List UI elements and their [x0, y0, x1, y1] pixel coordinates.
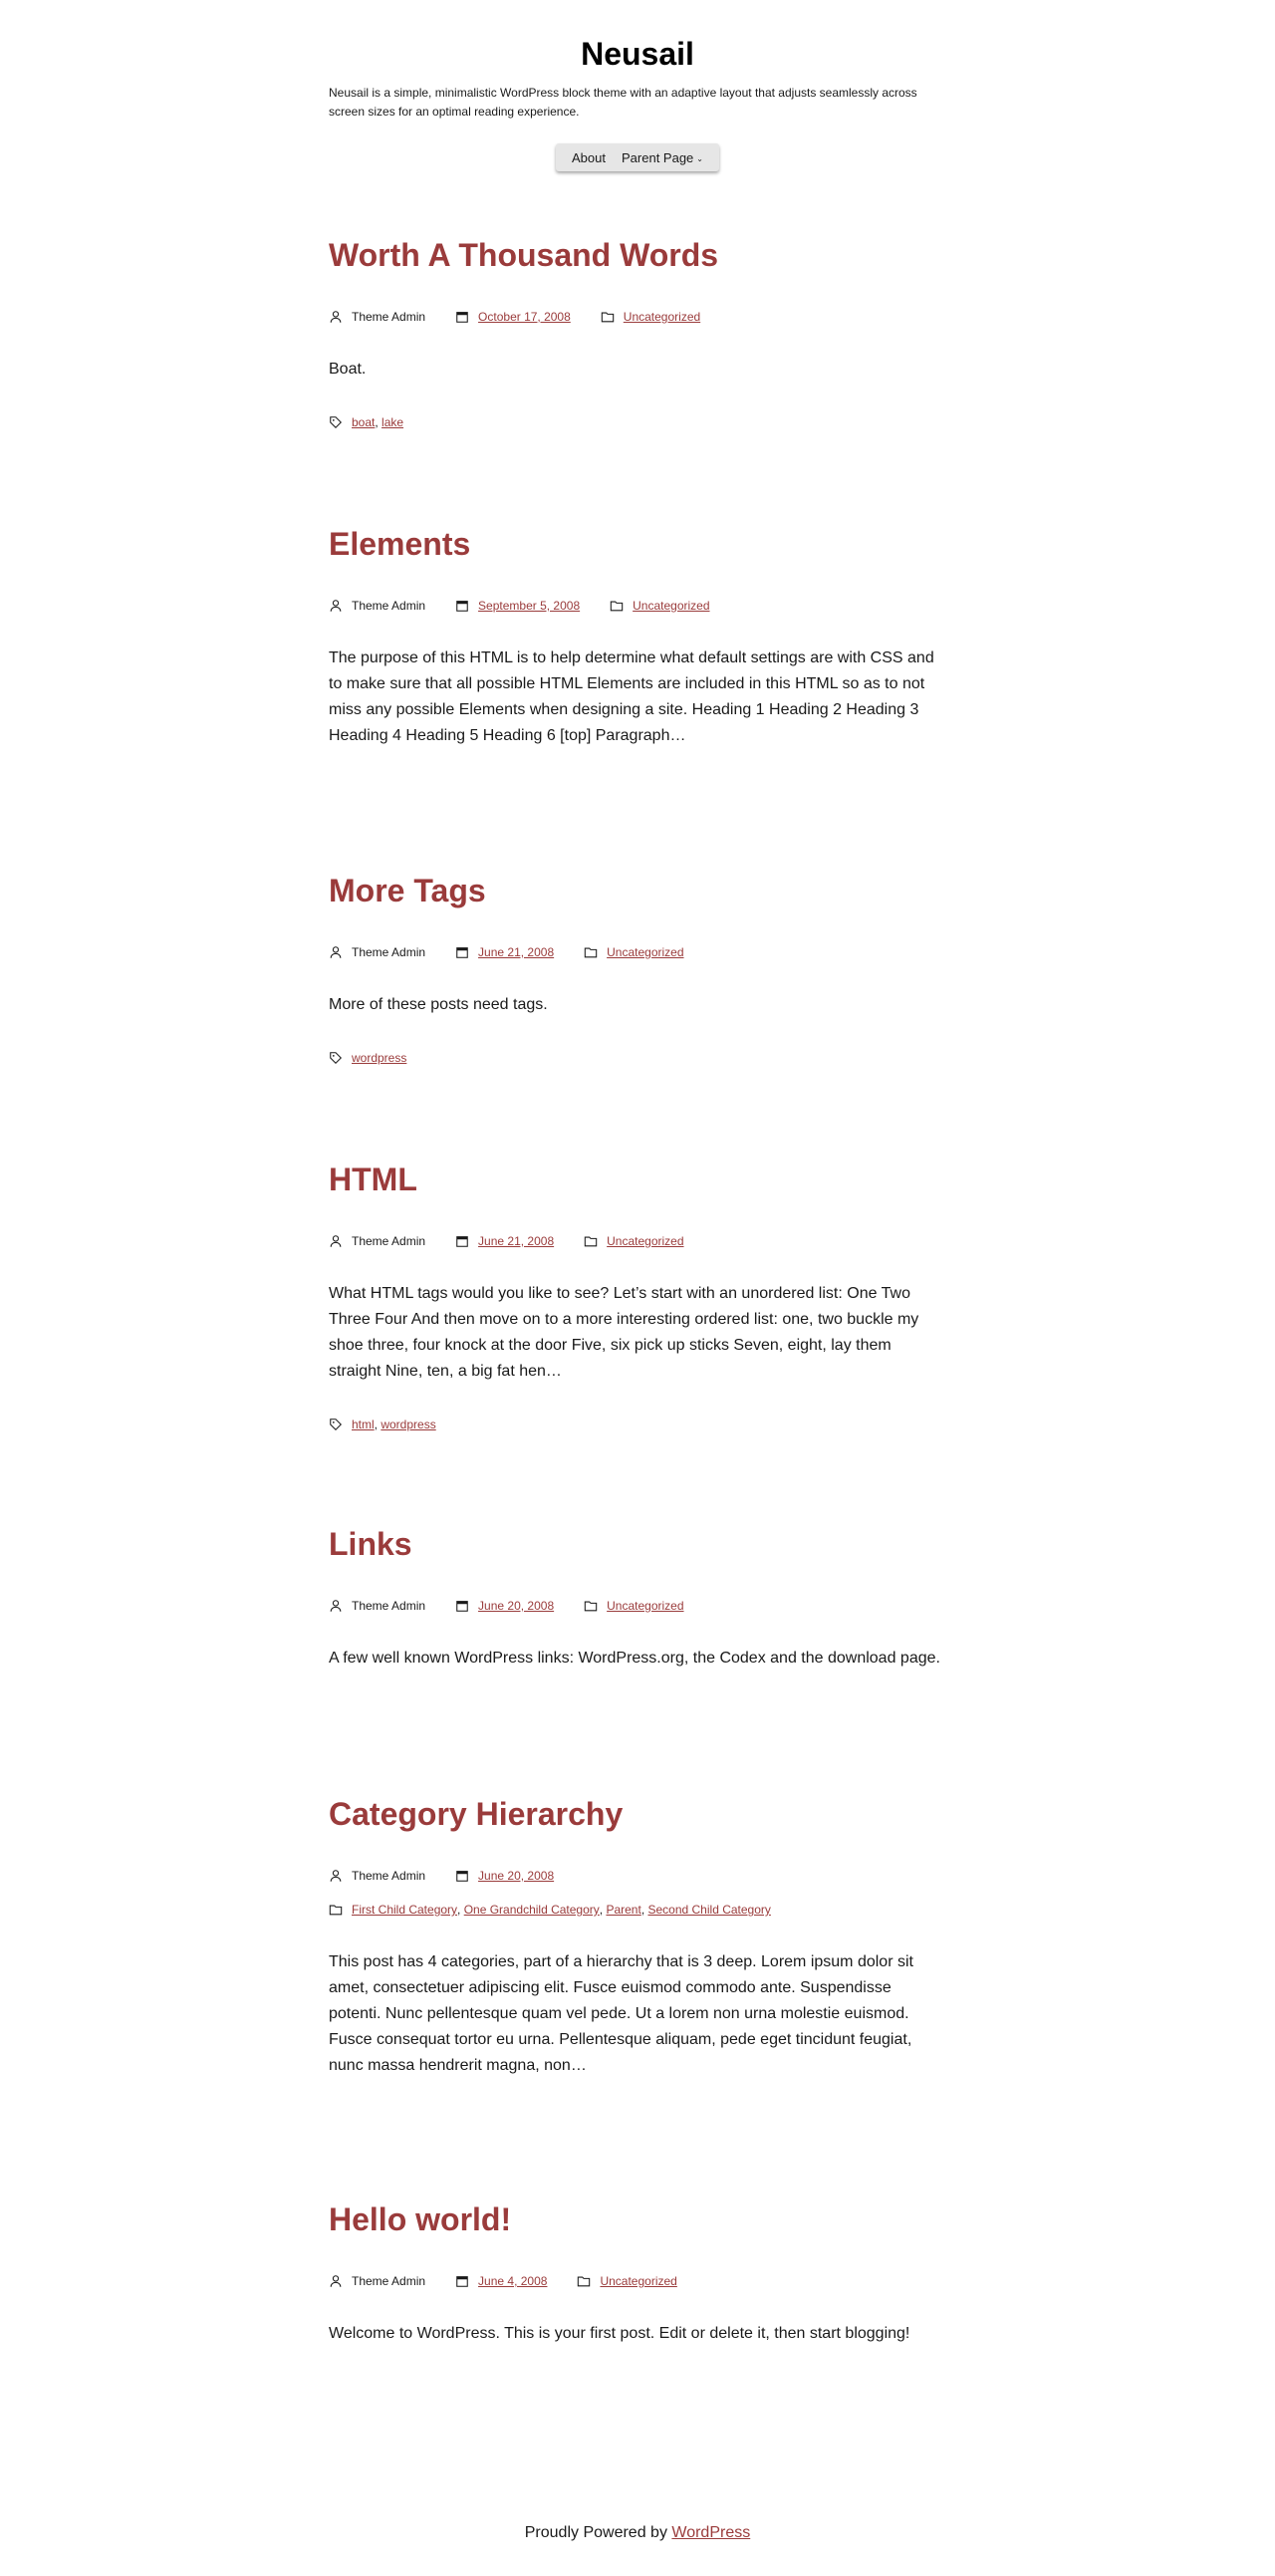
calendar-icon: [455, 1599, 469, 1613]
author-name: Theme Admin: [352, 945, 426, 959]
post-title[interactable]: Worth A Thousand Words: [329, 237, 719, 273]
tag-icon: [329, 415, 343, 429]
post-excerpt: What HTML tags would you like to see? Let’s start with an unordered list: One Two Three Four And then move on to a more interesting ordered list: one, two buckle my shoe three, four knock at the door Five, six pick up sticks Seven, eight, lay them straight Nine, ten, a big fat hen…: [329, 1285, 919, 1380]
category-link[interactable]: Second Child Category: [647, 1903, 771, 1917]
calendar-icon: [455, 310, 469, 324]
author-name: Theme Admin: [352, 1234, 426, 1248]
category-link[interactable]: One Grandchild Category: [463, 1903, 600, 1917]
date-link[interactable]: September 5, 2008: [478, 599, 581, 613]
post-excerpt: Boat.: [329, 361, 367, 378]
post-author: [329, 1234, 425, 1248]
date-link[interactable]: October 17, 2008: [478, 310, 571, 324]
folder-icon: [329, 1903, 343, 1917]
site-description: Neusail is a simple, minimalistic WordPress block theme with an adaptive layout that adjusts seamlessly across screen sizes for an optimal reading experience.: [329, 86, 917, 119]
post-title[interactable]: More Tags: [329, 873, 486, 908]
post-categories: First Child Category , One Grandchild Category , Parent , Second Child Category: [329, 1903, 771, 1917]
date-link[interactable]: June 21, 2008: [478, 945, 555, 959]
post-categories: [584, 1234, 683, 1248]
tag-link[interactable]: wordpress: [381, 1417, 436, 1431]
post-categories: [577, 2274, 676, 2288]
author-name: Theme Admin: [352, 310, 426, 324]
post-date: [455, 2274, 547, 2288]
calendar-icon: [455, 599, 469, 613]
post-date: [455, 310, 571, 324]
nav-item-label: About: [572, 149, 606, 165]
date-link[interactable]: June 20, 2008: [478, 1599, 555, 1613]
author-name: Theme Admin: [352, 1869, 426, 1883]
post-meta: [329, 942, 946, 962]
author-name: Theme Admin: [352, 599, 426, 613]
footer-wordpress-link[interactable]: WordPress: [671, 2524, 751, 2541]
post: [329, 524, 946, 749]
folder-icon: [584, 1234, 598, 1248]
post-meta: [329, 596, 946, 616]
person-icon: [329, 310, 343, 324]
nav-item-parent-page[interactable]: [614, 150, 711, 165]
post-tags: [329, 1048, 946, 1068]
post: [329, 2199, 946, 2347]
folder-icon: [584, 1599, 598, 1613]
post-tags: boat , lake: [329, 412, 946, 432]
nav-menu: [556, 143, 719, 171]
site-footer: [0, 2524, 1275, 2542]
tag-link[interactable]: wordpress: [352, 1051, 407, 1065]
tag-icon: [329, 1051, 343, 1065]
post-meta: [329, 307, 946, 327]
person-icon: [329, 2274, 343, 2288]
post-author: [329, 599, 425, 613]
author-name: Theme Admin: [352, 1599, 426, 1613]
post-author: [329, 1869, 425, 1883]
post-excerpt: Welcome to WordPress. This is your first post. Edit or delete it, then start blogging!: [329, 2325, 910, 2342]
post-categories: [610, 599, 709, 613]
post-date: [455, 599, 580, 613]
post-meta: [329, 1866, 946, 1886]
tag-icon: [329, 1417, 343, 1431]
post: [329, 235, 946, 432]
post-title[interactable]: Links: [329, 1526, 412, 1562]
category-link[interactable]: Uncategorized: [600, 2274, 677, 2288]
nav-item-label: Parent Page: [622, 149, 694, 165]
post: [329, 1794, 946, 2079]
category-link[interactable]: First Child Category: [352, 1903, 458, 1917]
date-link[interactable]: June 20, 2008: [478, 1869, 555, 1883]
tag-link[interactable]: boat: [352, 415, 376, 429]
post-title[interactable]: Hello world!: [329, 2201, 512, 2237]
date-link[interactable]: June 4, 2008: [478, 2274, 548, 2288]
author-name: Theme Admin: [352, 2274, 426, 2288]
person-icon: [329, 1599, 343, 1613]
post-categories-row: [329, 1900, 946, 1920]
post-title[interactable]: HTML: [329, 1161, 417, 1197]
post-date: [455, 1599, 554, 1613]
person-icon: [329, 1234, 343, 1248]
post-excerpt: More of these posts need tags.: [329, 996, 548, 1013]
main-navigation: [329, 143, 946, 171]
calendar-icon: [455, 1234, 469, 1248]
post-author: [329, 1599, 425, 1613]
person-icon: [329, 945, 343, 959]
person-icon: [329, 1869, 343, 1883]
person-icon: [329, 599, 343, 613]
post: [329, 1524, 946, 1672]
post-author: [329, 945, 425, 959]
date-link[interactable]: June 21, 2008: [478, 1234, 555, 1248]
category-link[interactable]: Parent: [606, 1903, 641, 1917]
tag-link[interactable]: lake: [382, 415, 404, 429]
post-title[interactable]: Elements: [329, 526, 471, 562]
post: [329, 871, 946, 1068]
post-meta: [329, 2271, 946, 2291]
post-categories: [584, 1599, 683, 1613]
post-categories: [601, 310, 700, 324]
category-link[interactable]: Uncategorized: [633, 599, 710, 613]
post-excerpt: The purpose of this HTML is to help determine what default settings are with CSS and to make sure that all possible HTML Elements are included in this HTML so as to not miss any possible Elements when designing a site. Heading 1 Heading 2 Heading 3 Heading 4 Heading 5 Heading 6 [top] Paragraph…: [329, 649, 934, 744]
post-categories: [584, 945, 683, 959]
calendar-icon: [455, 1869, 469, 1883]
category-link[interactable]: Uncategorized: [607, 1234, 684, 1248]
category-link[interactable]: Uncategorized: [623, 310, 701, 324]
post-excerpt: A few well known WordPress links: WordPress.org, the Codex and the download page.: [329, 1650, 940, 1667]
post-author: [329, 2274, 425, 2288]
category-link[interactable]: Uncategorized: [607, 945, 684, 959]
calendar-icon: [455, 2274, 469, 2288]
site-header: [329, 0, 946, 171]
post-meta: [329, 1231, 946, 1251]
tag-link[interactable]: html: [352, 1417, 375, 1431]
folder-icon: [577, 2274, 591, 2288]
category-link[interactable]: Uncategorized: [607, 1599, 684, 1613]
footer-text: Proudly Powered by: [524, 2524, 667, 2541]
folder-icon: [584, 945, 598, 959]
chevron-down-icon: ⌄: [696, 153, 703, 163]
post-title[interactable]: Category Hierarchy: [329, 1796, 624, 1832]
post-excerpt: This post has 4 categories, part of a hierarchy that is 3 deep. Lorem ipsum dolor sit amet, consectetuer adipiscing elit. Fusce euismod commodo ante. Suspendisse potenti. Nunc pellentesque quam vel pede. Ut a lorem non urna molestie euismod. Fusce consequat tortor eu urna. Pellentesque aliquam, pede eget tincidunt feugiat, nunc massa hendrerit magna, non…: [329, 1953, 913, 2074]
post-meta: [329, 1596, 946, 1616]
post-date: [455, 1869, 554, 1883]
site-title[interactable]: Neusail: [581, 36, 694, 72]
post-author: [329, 310, 425, 324]
nav-item-about[interactable]: [564, 150, 614, 165]
post-date: [455, 945, 554, 959]
post-tags: html , wordpress: [329, 1415, 946, 1434]
calendar-icon: [455, 945, 469, 959]
post-date: [455, 1234, 554, 1248]
post: [329, 1159, 946, 1434]
folder-icon: [610, 599, 624, 613]
folder-icon: [601, 310, 615, 324]
